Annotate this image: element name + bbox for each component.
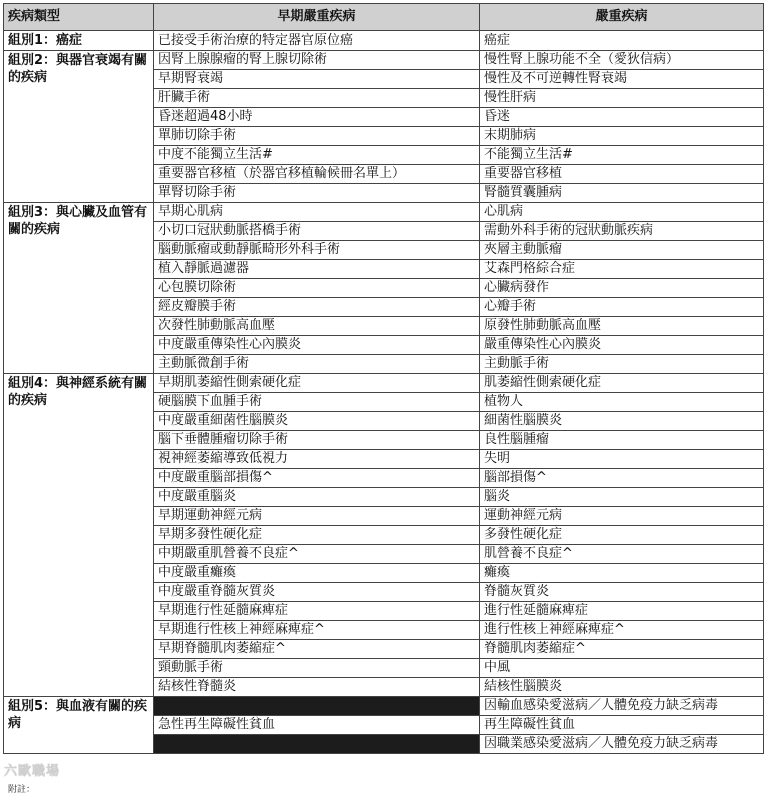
- early-disease-cell: 因腎上腺腺瘤的腎上腺切除術: [154, 51, 480, 70]
- severe-disease-cell: 進行性延髓麻痺症: [480, 602, 764, 621]
- early-disease-cell: 中度嚴重脊髓灰質炎: [154, 583, 480, 602]
- early-disease-cell: 急性再生障礙性貧血: [154, 716, 480, 735]
- category-cell: 組別4：與神經系統有關的疾病: [4, 374, 154, 697]
- severe-disease-cell: 結核性腦膜炎: [480, 678, 764, 697]
- severe-disease-cell: 心臟病發作: [480, 279, 764, 298]
- early-disease-cell: 中度不能獨立生活#: [154, 146, 480, 165]
- severe-disease-cell: 脊髓灰質炎: [480, 583, 764, 602]
- severe-disease-cell: 腦部損傷^: [480, 469, 764, 488]
- severe-disease-cell: 慢性肝病: [480, 89, 764, 108]
- severe-disease-cell: 不能獨立生活#: [480, 146, 764, 165]
- severe-disease-cell: 良性腦腫瘤: [480, 431, 764, 450]
- early-disease-cell: [154, 697, 480, 716]
- early-disease-cell: 單腎切除手術: [154, 184, 480, 203]
- early-disease-cell: 早期多發性硬化症: [154, 526, 480, 545]
- disease-table: [3, 3, 764, 754]
- severe-disease-cell: 癱瘓: [480, 564, 764, 583]
- early-disease-cell: 肝臟手術: [154, 89, 480, 108]
- early-disease-cell: 經皮瓣膜手術: [154, 298, 480, 317]
- header-early: 早期嚴重疾病: [154, 4, 480, 31]
- category-cell: 組別1：癌症: [4, 31, 154, 51]
- header-category: 疾病類型: [4, 4, 154, 31]
- severe-disease-cell: 心瓣手術: [480, 298, 764, 317]
- watermark: 六歐職場: [4, 764, 61, 779]
- severe-disease-cell: 進行性核上神經麻痺症^: [480, 621, 764, 640]
- footnote-label: 附註：: [8, 785, 36, 795]
- severe-disease-cell: 因輸血感染愛滋病／人體免疫力缺乏病毒: [480, 697, 764, 716]
- severe-disease-cell: 因職業感染愛滋病／人體免疫力缺乏病毒: [480, 735, 764, 754]
- category-cell: 組別2：與器官衰竭有關的疾病: [4, 51, 154, 203]
- early-disease-cell: 早期進行性延髓麻痺症: [154, 602, 480, 621]
- early-disease-cell: 早期腎衰竭: [154, 70, 480, 89]
- severe-disease-cell: 中風: [480, 659, 764, 678]
- severe-disease-cell: 主動脈手術: [480, 355, 764, 374]
- early-disease-cell: 單肺切除手術: [154, 127, 480, 146]
- severe-disease-cell: 脊髓肌肉萎縮症^: [480, 640, 764, 659]
- severe-disease-cell: 植物人: [480, 393, 764, 412]
- table-row: [4, 51, 764, 70]
- severe-disease-cell: 運動神經元病: [480, 507, 764, 526]
- early-disease-cell: [154, 735, 480, 754]
- early-disease-cell: 中度嚴重癱瘓: [154, 564, 480, 583]
- severe-disease-cell: 原發性肺動脈高血壓: [480, 317, 764, 336]
- early-disease-cell: 早期心肌病: [154, 203, 480, 222]
- early-disease-cell: 早期運動神經元病: [154, 507, 480, 526]
- severe-disease-cell: 再生障礙性貧血: [480, 716, 764, 735]
- early-disease-cell: 主動脈微創手術: [154, 355, 480, 374]
- header-severe: 嚴重疾病: [480, 4, 764, 31]
- severe-disease-cell: 肌營養不良症^: [480, 545, 764, 564]
- severe-disease-cell: 癌症: [480, 31, 764, 51]
- early-disease-cell: 心包膜切除術: [154, 279, 480, 298]
- category-cell: 組別5：與血液有關的疾病: [4, 697, 154, 754]
- early-disease-cell: 中度嚴重腦部損傷^: [154, 469, 480, 488]
- severe-disease-cell: 細菌性腦膜炎: [480, 412, 764, 431]
- early-disease-cell: 頸動脈手術: [154, 659, 480, 678]
- early-disease-cell: 硬腦膜下血腫手術: [154, 393, 480, 412]
- table-row: [4, 203, 764, 222]
- severe-disease-cell: 腦炎: [480, 488, 764, 507]
- severe-disease-cell: 需動外科手術的冠狀動脈疾病: [480, 222, 764, 241]
- early-disease-cell: 次發性肺動脈高血壓: [154, 317, 480, 336]
- early-disease-cell: 早期肌萎縮性側索硬化症: [154, 374, 480, 393]
- early-disease-cell: 早期進行性核上神經麻痺症^: [154, 621, 480, 640]
- severe-disease-cell: 嚴重傳染性心內膜炎: [480, 336, 764, 355]
- early-disease-cell: 小切口冠狀動脈搭橋手術: [154, 222, 480, 241]
- severe-disease-cell: 失明: [480, 450, 764, 469]
- early-disease-cell: 中度嚴重細菌性腦膜炎: [154, 412, 480, 431]
- early-disease-cell: 重要器官移植（於器官移植輪候冊名單上）: [154, 165, 480, 184]
- early-disease-cell: 中度嚴重傳染性心內膜炎: [154, 336, 480, 355]
- header-row: [4, 4, 764, 31]
- early-disease-cell: 腦下垂體腫瘤切除手術: [154, 431, 480, 450]
- early-disease-cell: 植入靜脈過濾器: [154, 260, 480, 279]
- category-cell: 組別3：與心臟及血管有關的疾病: [4, 203, 154, 374]
- early-disease-cell: 中期嚴重肌營養不良症^: [154, 545, 480, 564]
- severe-disease-cell: 慢性腎上腺功能不全（愛狄信病）: [480, 51, 764, 70]
- table-row: [4, 31, 764, 51]
- severe-disease-cell: 末期肺病: [480, 127, 764, 146]
- early-disease-cell: 中度嚴重腦炎: [154, 488, 480, 507]
- severe-disease-cell: 夾層主動脈瘤: [480, 241, 764, 260]
- severe-disease-cell: 慢性及不可逆轉性腎衰竭: [480, 70, 764, 89]
- early-disease-cell: 已接受手術治療的特定器官原位癌: [154, 31, 480, 51]
- early-disease-cell: 結核性脊髓炎: [154, 678, 480, 697]
- severe-disease-cell: 艾森門格綜合症: [480, 260, 764, 279]
- severe-disease-cell: 肌萎縮性側索硬化症: [480, 374, 764, 393]
- early-disease-cell: 腦動脈瘤或動靜脈畸形外科手術: [154, 241, 480, 260]
- early-disease-cell: 視神經萎縮導致低視力: [154, 450, 480, 469]
- severe-disease-cell: 心肌病: [480, 203, 764, 222]
- table-row: [4, 697, 764, 716]
- table-body: [4, 31, 764, 754]
- early-disease-cell: 早期脊髓肌肉萎縮症^: [154, 640, 480, 659]
- severe-disease-cell: 昏迷: [480, 108, 764, 127]
- table-row: [4, 374, 764, 393]
- early-disease-cell: 昏迷超過48小時: [154, 108, 480, 127]
- severe-disease-cell: 重要器官移植: [480, 165, 764, 184]
- severe-disease-cell: 腎髓質囊腫病: [480, 184, 764, 203]
- severe-disease-cell: 多發性硬化症: [480, 526, 764, 545]
